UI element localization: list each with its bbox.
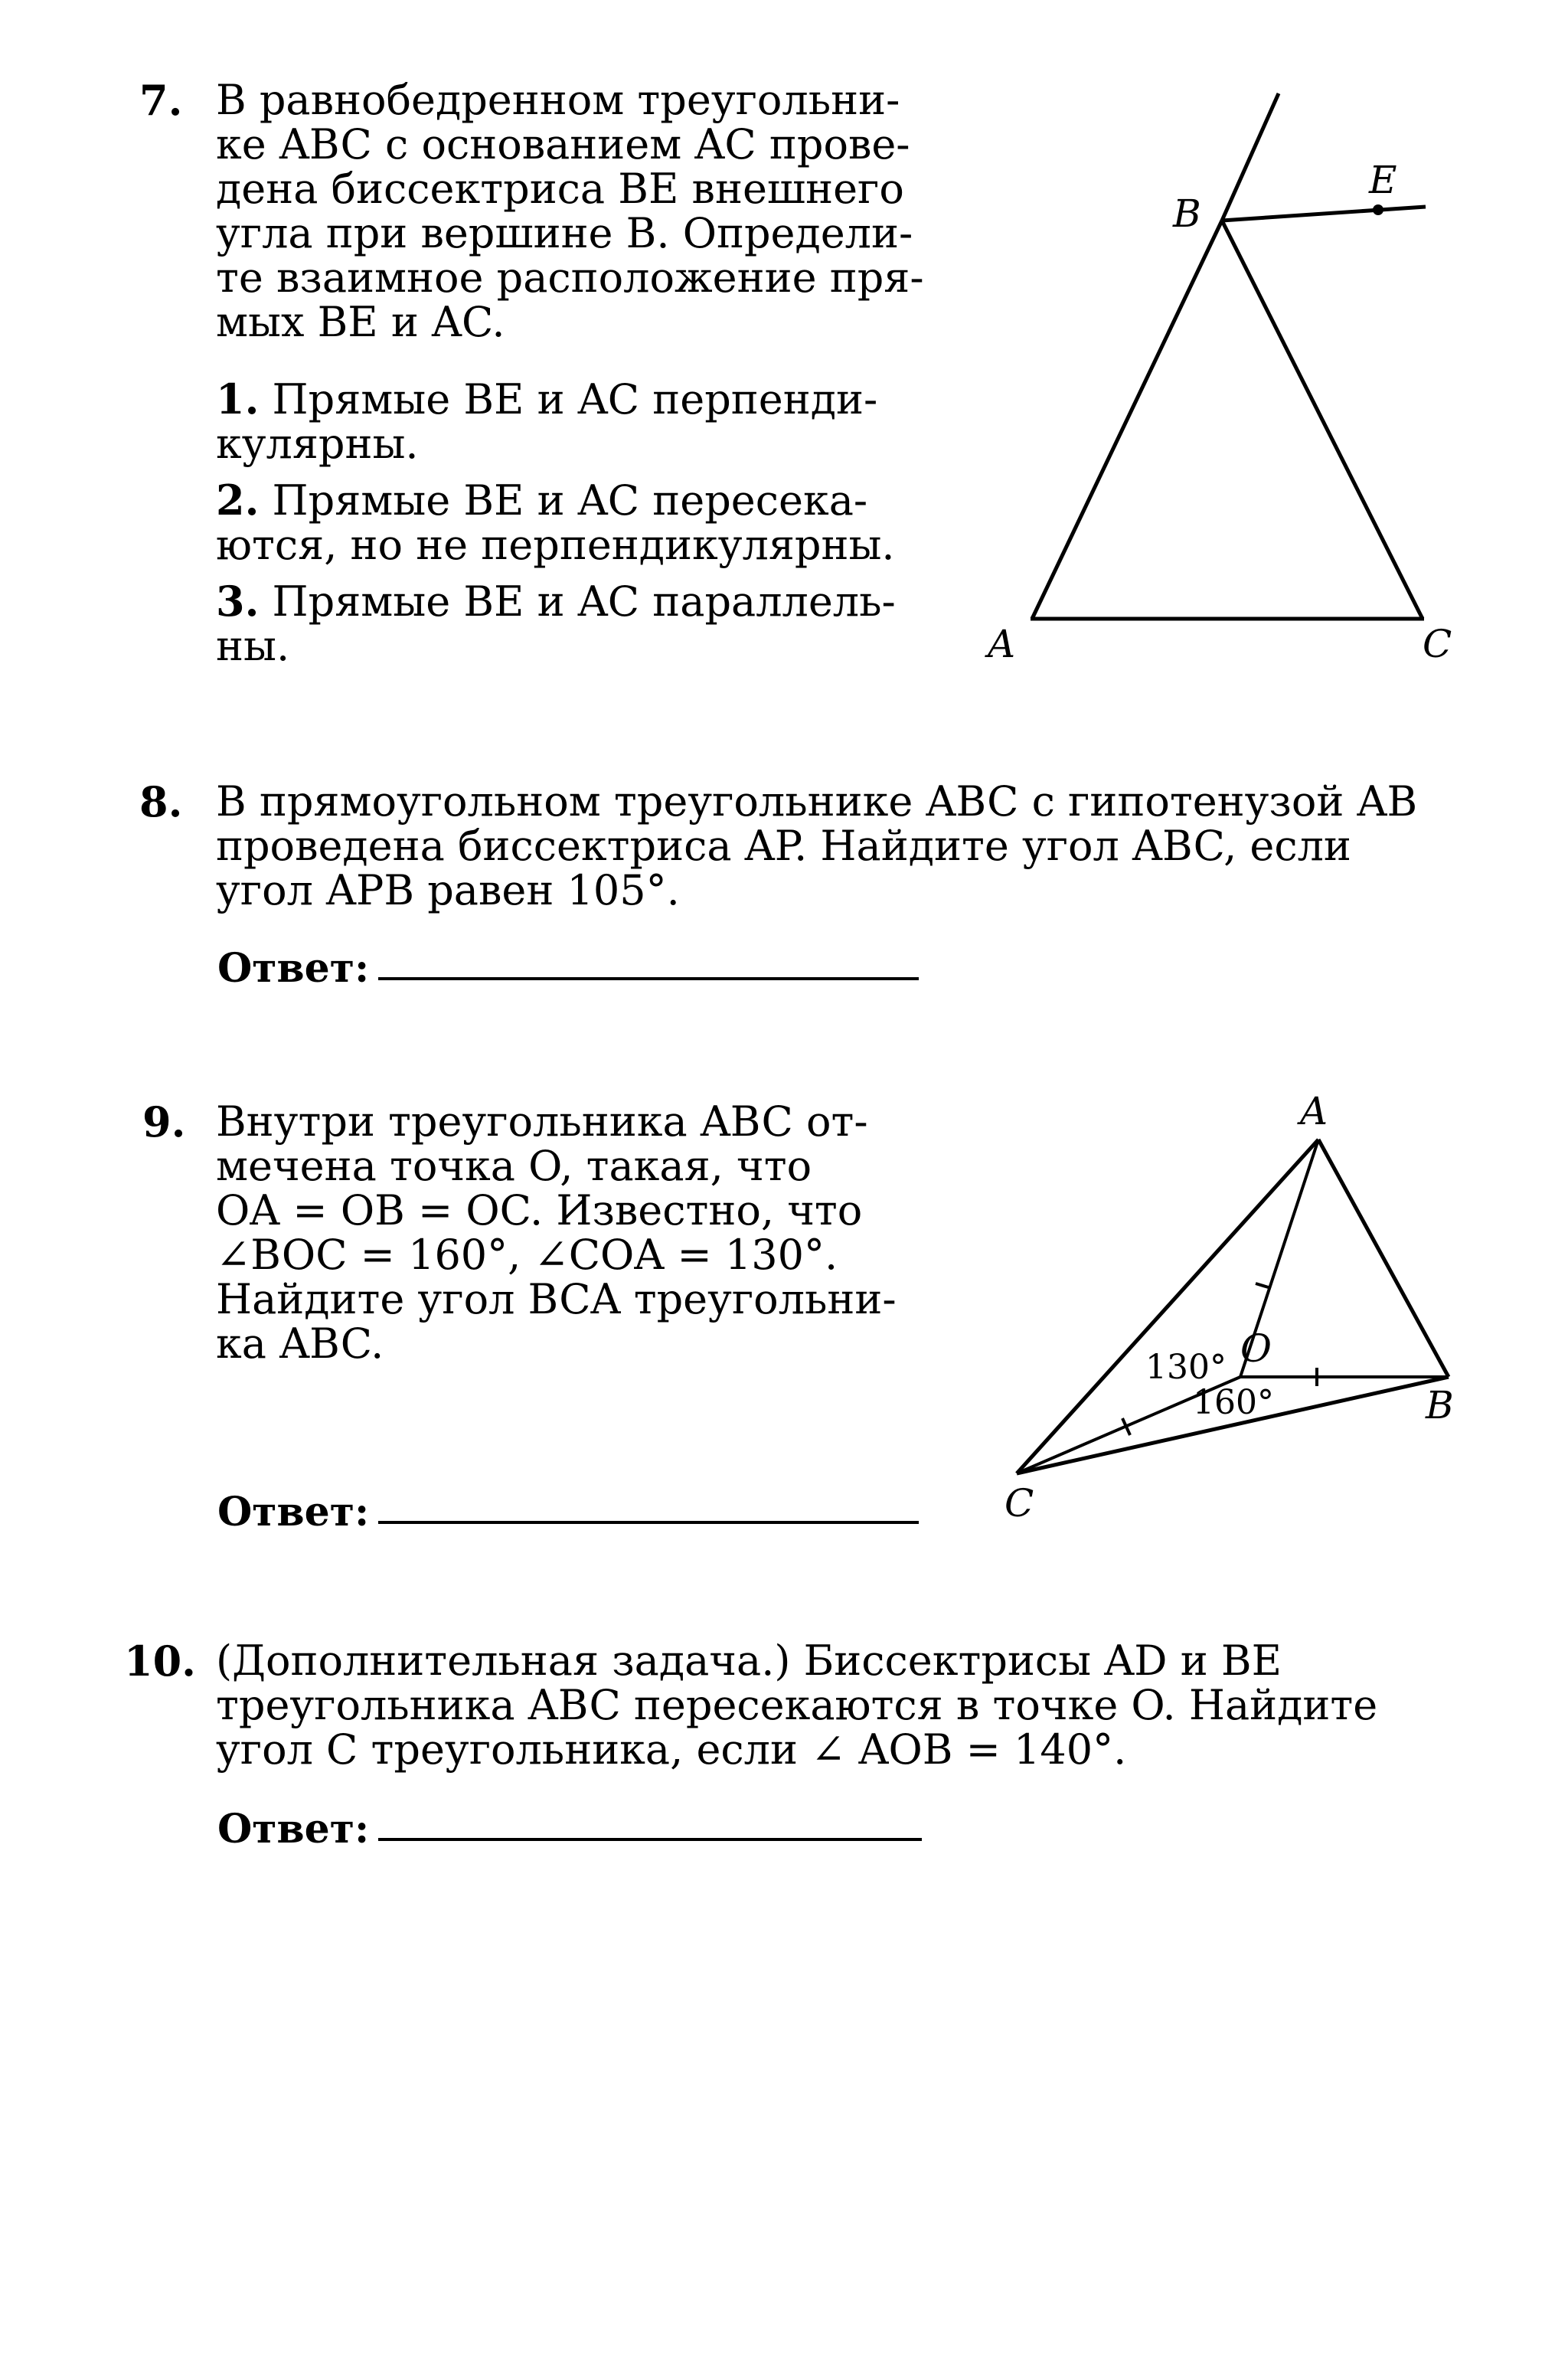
angle-130-label: 130°	[1145, 1348, 1227, 1387]
label-o: O	[1240, 1326, 1272, 1371]
problem-7-line: угла при вершине B. Определи-	[216, 209, 913, 257]
problem-7-line: ке ABC с основанием AC прове-	[216, 120, 910, 168]
label-a: A	[1300, 1089, 1328, 1133]
option-text-cont: кулярны.	[216, 420, 419, 468]
label-b: B	[1173, 191, 1201, 236]
problem-8-line: В прямоугольном треугольнике ABC с гипотенузой AB	[216, 777, 1418, 826]
problem-7-line: мых BE и AC.	[216, 298, 505, 346]
problem-7-line: те взаимное расположение пря-	[216, 253, 924, 302]
problem-9-number: 9.	[142, 1097, 186, 1146]
problem-9-answer-label: Ответ:	[217, 1489, 370, 1535]
option-number: 1.	[216, 374, 260, 423]
problem-7-number: 7.	[139, 76, 183, 125]
problem-8-answer-label: Ответ:	[217, 945, 370, 992]
tick-oa	[1256, 1283, 1271, 1288]
problem-9-line: мечена точка O, такая, что	[216, 1142, 812, 1190]
problem-9-line: OA = OB = OC. Известно, что	[216, 1186, 863, 1234]
problem-10-line: угол C треугольника, если ∠ AOB = 140°.	[216, 1725, 1127, 1774]
option-text-cont: ются, но не перпендикулярны.	[216, 521, 895, 569]
label-c: C	[1423, 622, 1452, 666]
side-ac	[1017, 1140, 1318, 1473]
problem-7-line: дена биссектриса BE внешнего	[216, 165, 904, 213]
problem-9-line: ка ABC.	[216, 1319, 384, 1368]
label-b: B	[1426, 1383, 1454, 1427]
problem-10-text	[216, 1639, 1456, 1772]
option-number: 2.	[216, 476, 260, 525]
problem-10-answer-line[interactable]	[378, 1838, 922, 1841]
problem-10-line: треугольника ABC пересекаются в точке O. Найдите	[216, 1681, 1378, 1729]
problem-8-line: угол APB равен 105°.	[216, 866, 680, 914]
option-text: Прямые BE и AC параллель-	[272, 577, 896, 626]
problem-10-answer-label: Ответ:	[217, 1806, 370, 1852]
option-text-cont: ны.	[216, 622, 290, 670]
problem-7-line: В равнобедренном треугольни-	[216, 76, 900, 124]
problem-9-line: ∠BOC = 160°, ∠COA = 130°.	[216, 1231, 838, 1279]
problem-8-number: 8.	[139, 777, 183, 826]
option-text: Прямые BE и AC перпенди-	[272, 375, 878, 423]
label-e: E	[1369, 158, 1397, 202]
angle-160-label: 160°	[1193, 1383, 1274, 1422]
label-c: C	[1004, 1481, 1034, 1525]
problem-8-line: проведена биссектриса AP. Найдите угол ABC, если	[216, 822, 1351, 870]
problem-9-line: Найдите угол BCA треугольни-	[216, 1275, 897, 1323]
label-a: A	[988, 622, 1016, 666]
side-ab	[1318, 1140, 1449, 1377]
problem-9-line: Внутри треугольника ABC от-	[216, 1097, 868, 1146]
option-number: 3.	[216, 577, 260, 626]
problem-10-number: 10.	[124, 1637, 196, 1686]
problem-10-line: (Дополнительная задача.) Биссектрисы AD и BE	[216, 1637, 1282, 1685]
option-text: Прямые BE и AC пересека-	[272, 476, 868, 525]
